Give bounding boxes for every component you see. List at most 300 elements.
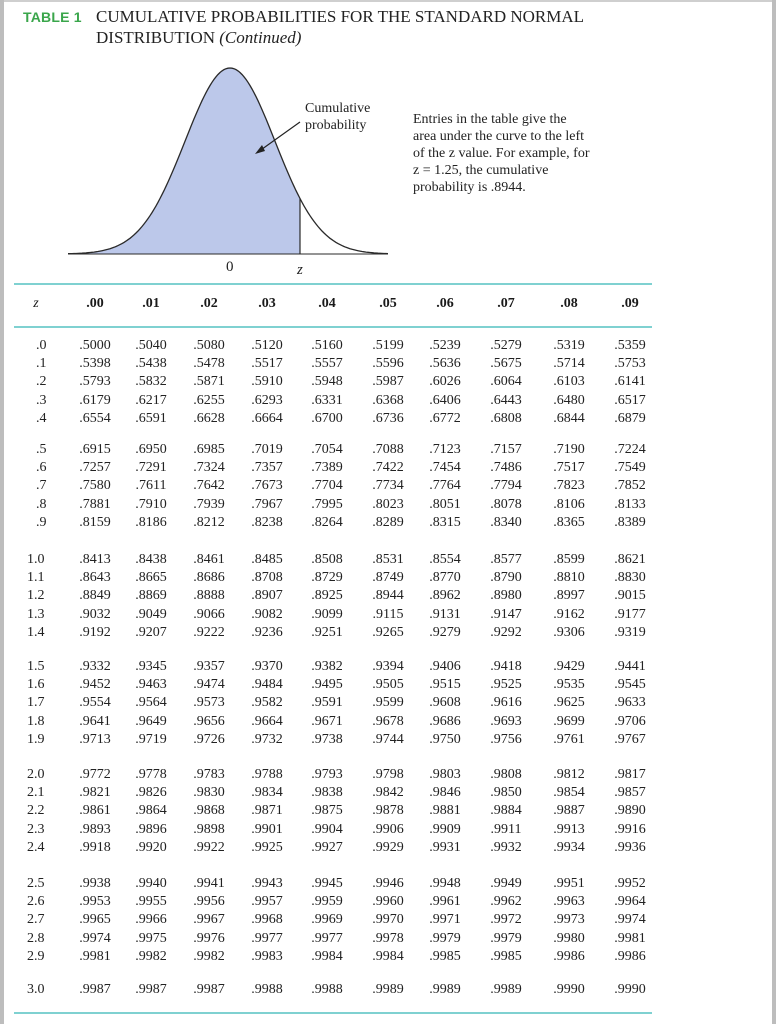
table-cell: .7224 [614, 442, 646, 457]
table-cell: .9977 [311, 930, 343, 946]
table-cell: .7794 [490, 478, 522, 494]
table-cell: .9370 [251, 659, 283, 674]
table-cell: .9429 [553, 659, 585, 674]
table-cell: .7324 [193, 460, 225, 476]
table-cell: .9961 [429, 894, 461, 910]
table-cell: .9990 [614, 982, 646, 997]
table-cell: .8159 [79, 514, 111, 530]
table-cell: .6950 [135, 442, 167, 457]
table-cell: .9953 [79, 894, 111, 910]
row-z-label: 1.1 [27, 570, 45, 586]
table-cell: .9279 [429, 624, 461, 640]
table-cell: .6064 [490, 374, 522, 390]
table-cell: .9463 [135, 677, 167, 693]
table-cell: .9656 [193, 713, 225, 729]
table-cell: .9192 [79, 624, 111, 640]
column-header: .03 [258, 296, 276, 311]
table-cell: .8621 [614, 552, 646, 567]
table-cell: .7764 [429, 478, 461, 494]
table-cell: .9965 [79, 912, 111, 928]
row-z-label: .7 [36, 478, 47, 494]
table-cell: .9951 [553, 876, 585, 891]
table-cell: .7910 [135, 496, 167, 512]
table-cell: .7995 [311, 496, 343, 512]
table-cell: .8554 [429, 552, 461, 567]
table-cell: .9693 [490, 713, 522, 729]
table-cell: .8749 [372, 570, 404, 586]
table-cell: .9967 [193, 912, 225, 928]
table-cell: .9608 [429, 695, 461, 711]
table-cell: .5636 [429, 356, 461, 372]
table-bottom-rule [14, 1012, 652, 1014]
table-cell: .8413 [79, 552, 111, 567]
table-cell: .9925 [251, 839, 283, 855]
table-cell: .9719 [135, 731, 167, 747]
table-cell: .9986 [614, 948, 646, 964]
table-cell: .9909 [429, 821, 461, 837]
table-cell: .8708 [251, 570, 283, 586]
table-cell: .9975 [135, 930, 167, 946]
table-cell: .9969 [311, 912, 343, 928]
table-cell: .9319 [614, 624, 646, 640]
row-z-label: 1.7 [27, 695, 45, 711]
table-cell: .9941 [193, 876, 225, 891]
table-cell: .5557 [311, 356, 343, 372]
table-cell: .8212 [193, 514, 225, 530]
row-z-label: 2.4 [27, 839, 45, 855]
table-cell: .9938 [79, 876, 111, 891]
row-z-label: 1.9 [27, 731, 45, 747]
table-cell: .8770 [429, 570, 461, 586]
table-cell: .8389 [614, 514, 646, 530]
table-cell: .6293 [251, 392, 283, 408]
table-cell: .9772 [79, 767, 111, 782]
table-cell: .7123 [429, 442, 461, 457]
table-cell: .9959 [311, 894, 343, 910]
row-z-label: 1.8 [27, 713, 45, 729]
table-cell: .9147 [490, 606, 522, 622]
row-z-label: 2.3 [27, 821, 45, 837]
table-cell: .9963 [553, 894, 585, 910]
table-title-text: CUMULATIVE PROBABILITIES FOR THE STANDARD NORMAL DISTRIBUTION [96, 7, 584, 47]
table-cell: .9573 [193, 695, 225, 711]
table-cell: .9678 [372, 713, 404, 729]
table-cell: .8438 [135, 552, 167, 567]
table-cell: .9931 [429, 839, 461, 855]
table-cell: .6879 [614, 410, 646, 426]
row-z-label: .0 [36, 338, 47, 353]
table-cell: .9893 [79, 821, 111, 837]
table-cell: .5832 [135, 374, 167, 390]
table-cell: .9936 [614, 839, 646, 855]
table-cell: .9949 [490, 876, 522, 891]
table-cell: .9957 [251, 894, 283, 910]
row-z-label: .9 [36, 514, 47, 530]
table-cell: .6517 [614, 392, 646, 408]
table-cell: .9922 [193, 839, 225, 855]
table-cell: .9978 [372, 930, 404, 946]
column-header: .08 [560, 296, 578, 311]
table-cell: .9989 [429, 982, 461, 997]
table-cell: .9649 [135, 713, 167, 729]
table-cell: .7734 [372, 478, 404, 494]
row-z-label: .5 [36, 442, 47, 457]
table-cell: .9962 [490, 894, 522, 910]
table-cell: .6736 [372, 410, 404, 426]
table-cell: .9115 [372, 606, 404, 622]
table-cell: .9292 [490, 624, 522, 640]
table-cell: .9854 [553, 785, 585, 801]
table-cell: .5080 [193, 338, 225, 353]
axis-z-label: z [297, 262, 303, 278]
table-cell: .9887 [553, 803, 585, 819]
table-cell: .9984 [311, 948, 343, 964]
table-cell: .9032 [79, 606, 111, 622]
cumulative-probability-label: Cumulative probability [305, 101, 371, 133]
row-z-label: .3 [36, 392, 47, 408]
table-cell: .6628 [193, 410, 225, 426]
table-cell: .9332 [79, 659, 111, 674]
table-cell: .9441 [614, 659, 646, 674]
table-cell: .9099 [311, 606, 343, 622]
table-cell: .9985 [429, 948, 461, 964]
table-cell: .9505 [372, 677, 404, 693]
table-cell: .9868 [193, 803, 225, 819]
table-cell: .5753 [614, 356, 646, 372]
table-cell: .9881 [429, 803, 461, 819]
table-cell: .5438 [135, 356, 167, 372]
table-cell: .6368 [372, 392, 404, 408]
table-cell: .6772 [429, 410, 461, 426]
table-cell: .9131 [429, 606, 461, 622]
table-cell: .9890 [614, 803, 646, 819]
column-header: .00 [86, 296, 104, 311]
column-header: .01 [142, 296, 160, 311]
table-cell: .9972 [490, 912, 522, 928]
table-cell: .9713 [79, 731, 111, 747]
table-header-rule [14, 326, 652, 328]
table-cell: .9916 [614, 821, 646, 837]
table-cell: .6985 [193, 442, 225, 457]
table-cell: .9864 [135, 803, 167, 819]
normal-curve-figure [0, 0, 776, 290]
table-cell: .9960 [372, 894, 404, 910]
table-cell: .9418 [490, 659, 522, 674]
table-cell: .5596 [372, 356, 404, 372]
row-z-label: 1.6 [27, 677, 45, 693]
table-cell: .9981 [614, 930, 646, 946]
table-cell: .8106 [553, 496, 585, 512]
table-cell: .9982 [135, 948, 167, 964]
table-cell: .9834 [251, 785, 283, 801]
column-header: .06 [436, 296, 454, 311]
shaded-cumulative-area [68, 68, 300, 254]
table-cell: .6406 [429, 392, 461, 408]
table-cell: .9976 [193, 930, 225, 946]
table-cell: .9817 [614, 767, 646, 782]
row-z-label: 2.8 [27, 930, 45, 946]
row-z-label: 2.5 [27, 876, 45, 891]
table-cell: .9535 [553, 677, 585, 693]
table-cell: .6331 [311, 392, 343, 408]
table-cell: .9830 [193, 785, 225, 801]
table-cell: .9236 [251, 624, 283, 640]
table-cell: .9826 [135, 785, 167, 801]
table-cell: .8907 [251, 588, 283, 604]
table-cell: .9898 [193, 821, 225, 837]
table-cell: .5517 [251, 356, 283, 372]
table-cell: .8023 [372, 496, 404, 512]
table-number-label: TABLE 1 [23, 9, 82, 25]
table-cell: .9207 [135, 624, 167, 640]
table-cell: .6217 [135, 392, 167, 408]
table-cell: .9808 [490, 767, 522, 782]
row-z-label: 1.4 [27, 624, 45, 640]
table-cell: .9985 [490, 948, 522, 964]
table-cell: .9984 [372, 948, 404, 964]
table-cell: .9918 [79, 839, 111, 855]
table-cell: .6700 [311, 410, 343, 426]
table-cell: .8133 [614, 496, 646, 512]
table-cell: .9732 [251, 731, 283, 747]
column-header: .09 [621, 296, 639, 311]
table-cell: .6179 [79, 392, 111, 408]
table-cell: .9964 [614, 894, 646, 910]
table-cell: .9066 [193, 606, 225, 622]
table-cell: .5120 [251, 338, 283, 353]
table-cell: .9812 [553, 767, 585, 782]
table-cell: .9990 [553, 982, 585, 997]
row-z-label: .4 [36, 410, 47, 426]
table-cell: .9945 [311, 876, 343, 891]
table-cell: .7580 [79, 478, 111, 494]
table-cell: .9970 [372, 912, 404, 928]
table-cell: .9452 [79, 677, 111, 693]
table-cell: .9842 [372, 785, 404, 801]
table-cell: .9177 [614, 606, 646, 622]
table-cell: .9664 [251, 713, 283, 729]
table-cell: .9699 [553, 713, 585, 729]
table-cell: .9983 [251, 948, 283, 964]
table-cell: .5478 [193, 356, 225, 372]
table-cell: .5359 [614, 338, 646, 353]
table-cell: .9706 [614, 713, 646, 729]
table-cell: .9345 [135, 659, 167, 674]
table-cell: .7517 [553, 460, 585, 476]
table-cell: .8340 [490, 514, 522, 530]
table-cell: .9956 [193, 894, 225, 910]
column-header-z: z [33, 296, 39, 311]
table-cell: .9049 [135, 606, 167, 622]
table-cell: .9979 [490, 930, 522, 946]
table-cell: .8051 [429, 496, 461, 512]
table-cell: .9821 [79, 785, 111, 801]
table-cell: .7549 [614, 460, 646, 476]
table-cell: .7422 [372, 460, 404, 476]
table-cell: .9382 [311, 659, 343, 674]
column-header: .04 [318, 296, 336, 311]
table-cell: .9988 [311, 982, 343, 997]
table-cell: .9968 [251, 912, 283, 928]
row-z-label: .6 [36, 460, 47, 476]
table-cell: .5398 [79, 356, 111, 372]
table-cell: .9671 [311, 713, 343, 729]
row-z-label: 1.0 [27, 552, 45, 567]
table-cell: .9871 [251, 803, 283, 819]
table-cell: .9625 [553, 695, 585, 711]
table-cell: .9987 [79, 982, 111, 997]
table-cell: .9987 [193, 982, 225, 997]
table-cell: .9989 [372, 982, 404, 997]
table-cell: .6480 [553, 392, 585, 408]
table-cell: .9934 [553, 839, 585, 855]
table-cell: .6141 [614, 374, 646, 390]
table-cell: .7881 [79, 496, 111, 512]
table-cell: .9750 [429, 731, 461, 747]
table-cell: .9901 [251, 821, 283, 837]
table-cell: .9896 [135, 821, 167, 837]
table-cell: .8461 [193, 552, 225, 567]
table-cell: .5279 [490, 338, 522, 353]
table-cell: .8289 [372, 514, 404, 530]
table-cell: .8531 [372, 552, 404, 567]
table-cell: .7454 [429, 460, 461, 476]
row-z-label: 1.2 [27, 588, 45, 604]
table-cell: .8849 [79, 588, 111, 604]
table-cell: .9788 [251, 767, 283, 782]
table-cell: .9904 [311, 821, 343, 837]
table-cell: .6915 [79, 442, 111, 457]
row-z-label: 2.2 [27, 803, 45, 819]
table-cell: .9986 [553, 948, 585, 964]
table-cell: .9913 [553, 821, 585, 837]
table-cell: .8888 [193, 588, 225, 604]
table-cell: .5239 [429, 338, 461, 353]
table-cell: .9857 [614, 785, 646, 801]
table-cell: .9599 [372, 695, 404, 711]
table-cell: .9974 [614, 912, 646, 928]
table-cell: .5160 [311, 338, 343, 353]
table-cell: .9977 [251, 930, 283, 946]
row-z-label: .2 [36, 374, 47, 390]
table-cell: .5948 [311, 374, 343, 390]
table-cell: .9989 [490, 982, 522, 997]
column-header: .07 [497, 296, 515, 311]
table-cell: .9515 [429, 677, 461, 693]
table-cell: .9861 [79, 803, 111, 819]
table-cell: .9793 [311, 767, 343, 782]
table-cell: .7088 [372, 442, 404, 457]
column-header: .05 [379, 296, 397, 311]
table-cell: .6554 [79, 410, 111, 426]
table-cell: .9929 [372, 839, 404, 855]
table-cell: .9955 [135, 894, 167, 910]
table-cell: .8997 [553, 588, 585, 604]
table-cell: .6255 [193, 392, 225, 408]
table-cell: .9474 [193, 677, 225, 693]
table-cell: .7019 [251, 442, 283, 457]
table-cell: .7190 [553, 442, 585, 457]
table-cell: .6103 [553, 374, 585, 390]
table-cell: .9846 [429, 785, 461, 801]
table-cell: .5040 [135, 338, 167, 353]
table-cell: .7673 [251, 478, 283, 494]
table-cell: .9633 [614, 695, 646, 711]
table-cell: .6026 [429, 374, 461, 390]
table-cell: .8790 [490, 570, 522, 586]
table-cell: .9162 [553, 606, 585, 622]
table-cell: .9265 [372, 624, 404, 640]
table-cell: .8365 [553, 514, 585, 530]
table-cell: .8980 [490, 588, 522, 604]
table-cell: .9803 [429, 767, 461, 782]
table-cell: .9082 [251, 606, 283, 622]
table-cell: .9943 [251, 876, 283, 891]
table-cell: .9222 [193, 624, 225, 640]
row-z-label: .1 [36, 356, 47, 372]
table-cell: .9394 [372, 659, 404, 674]
table-cell: .7486 [490, 460, 522, 476]
table-cell: .5000 [79, 338, 111, 353]
row-z-label: 1.3 [27, 606, 45, 622]
row-z-label: 2.6 [27, 894, 45, 910]
table-title-continued: (Continued) [219, 28, 302, 47]
table-cell: .6844 [553, 410, 585, 426]
table-cell: .9484 [251, 677, 283, 693]
table-cell: .9920 [135, 839, 167, 855]
table-cell: .8485 [251, 552, 283, 567]
table-cell: .9911 [490, 821, 522, 837]
table-cell: .5910 [251, 374, 283, 390]
table-cell: .8577 [490, 552, 522, 567]
table-cell: .5987 [372, 374, 404, 390]
table-cell: .9778 [135, 767, 167, 782]
table-cell: .5714 [553, 356, 585, 372]
table-cell: .9981 [79, 948, 111, 964]
row-z-label: .8 [36, 496, 47, 512]
table-cell: .9940 [135, 876, 167, 891]
table-cell: .9971 [429, 912, 461, 928]
table-cell: .7704 [311, 478, 343, 494]
table-cell: .9906 [372, 821, 404, 837]
table-cell: .8729 [311, 570, 343, 586]
table-cell: .7357 [251, 460, 283, 476]
table-cell: .9884 [490, 803, 522, 819]
table-cell: .6664 [251, 410, 283, 426]
table-cell: .7823 [553, 478, 585, 494]
table-cell: .9591 [311, 695, 343, 711]
table-cell: .8925 [311, 588, 343, 604]
table-cell: .7157 [490, 442, 522, 457]
table-cell: .9554 [79, 695, 111, 711]
table-cell: .9946 [372, 876, 404, 891]
table-cell: .5319 [553, 338, 585, 353]
row-z-label: 2.7 [27, 912, 45, 928]
table-cell: .9932 [490, 839, 522, 855]
table-cell: .9783 [193, 767, 225, 782]
table-cell: .9761 [553, 731, 585, 747]
table-top-rule [14, 283, 652, 285]
table-cell: .9726 [193, 731, 225, 747]
table-cell: .9875 [311, 803, 343, 819]
table-cell: .5871 [193, 374, 225, 390]
table-cell: .9948 [429, 876, 461, 891]
table-cell: .9015 [614, 588, 646, 604]
table-cell: .7291 [135, 460, 167, 476]
table-cell: .9878 [372, 803, 404, 819]
table-cell: .9980 [553, 930, 585, 946]
table-cell: .8315 [429, 514, 461, 530]
